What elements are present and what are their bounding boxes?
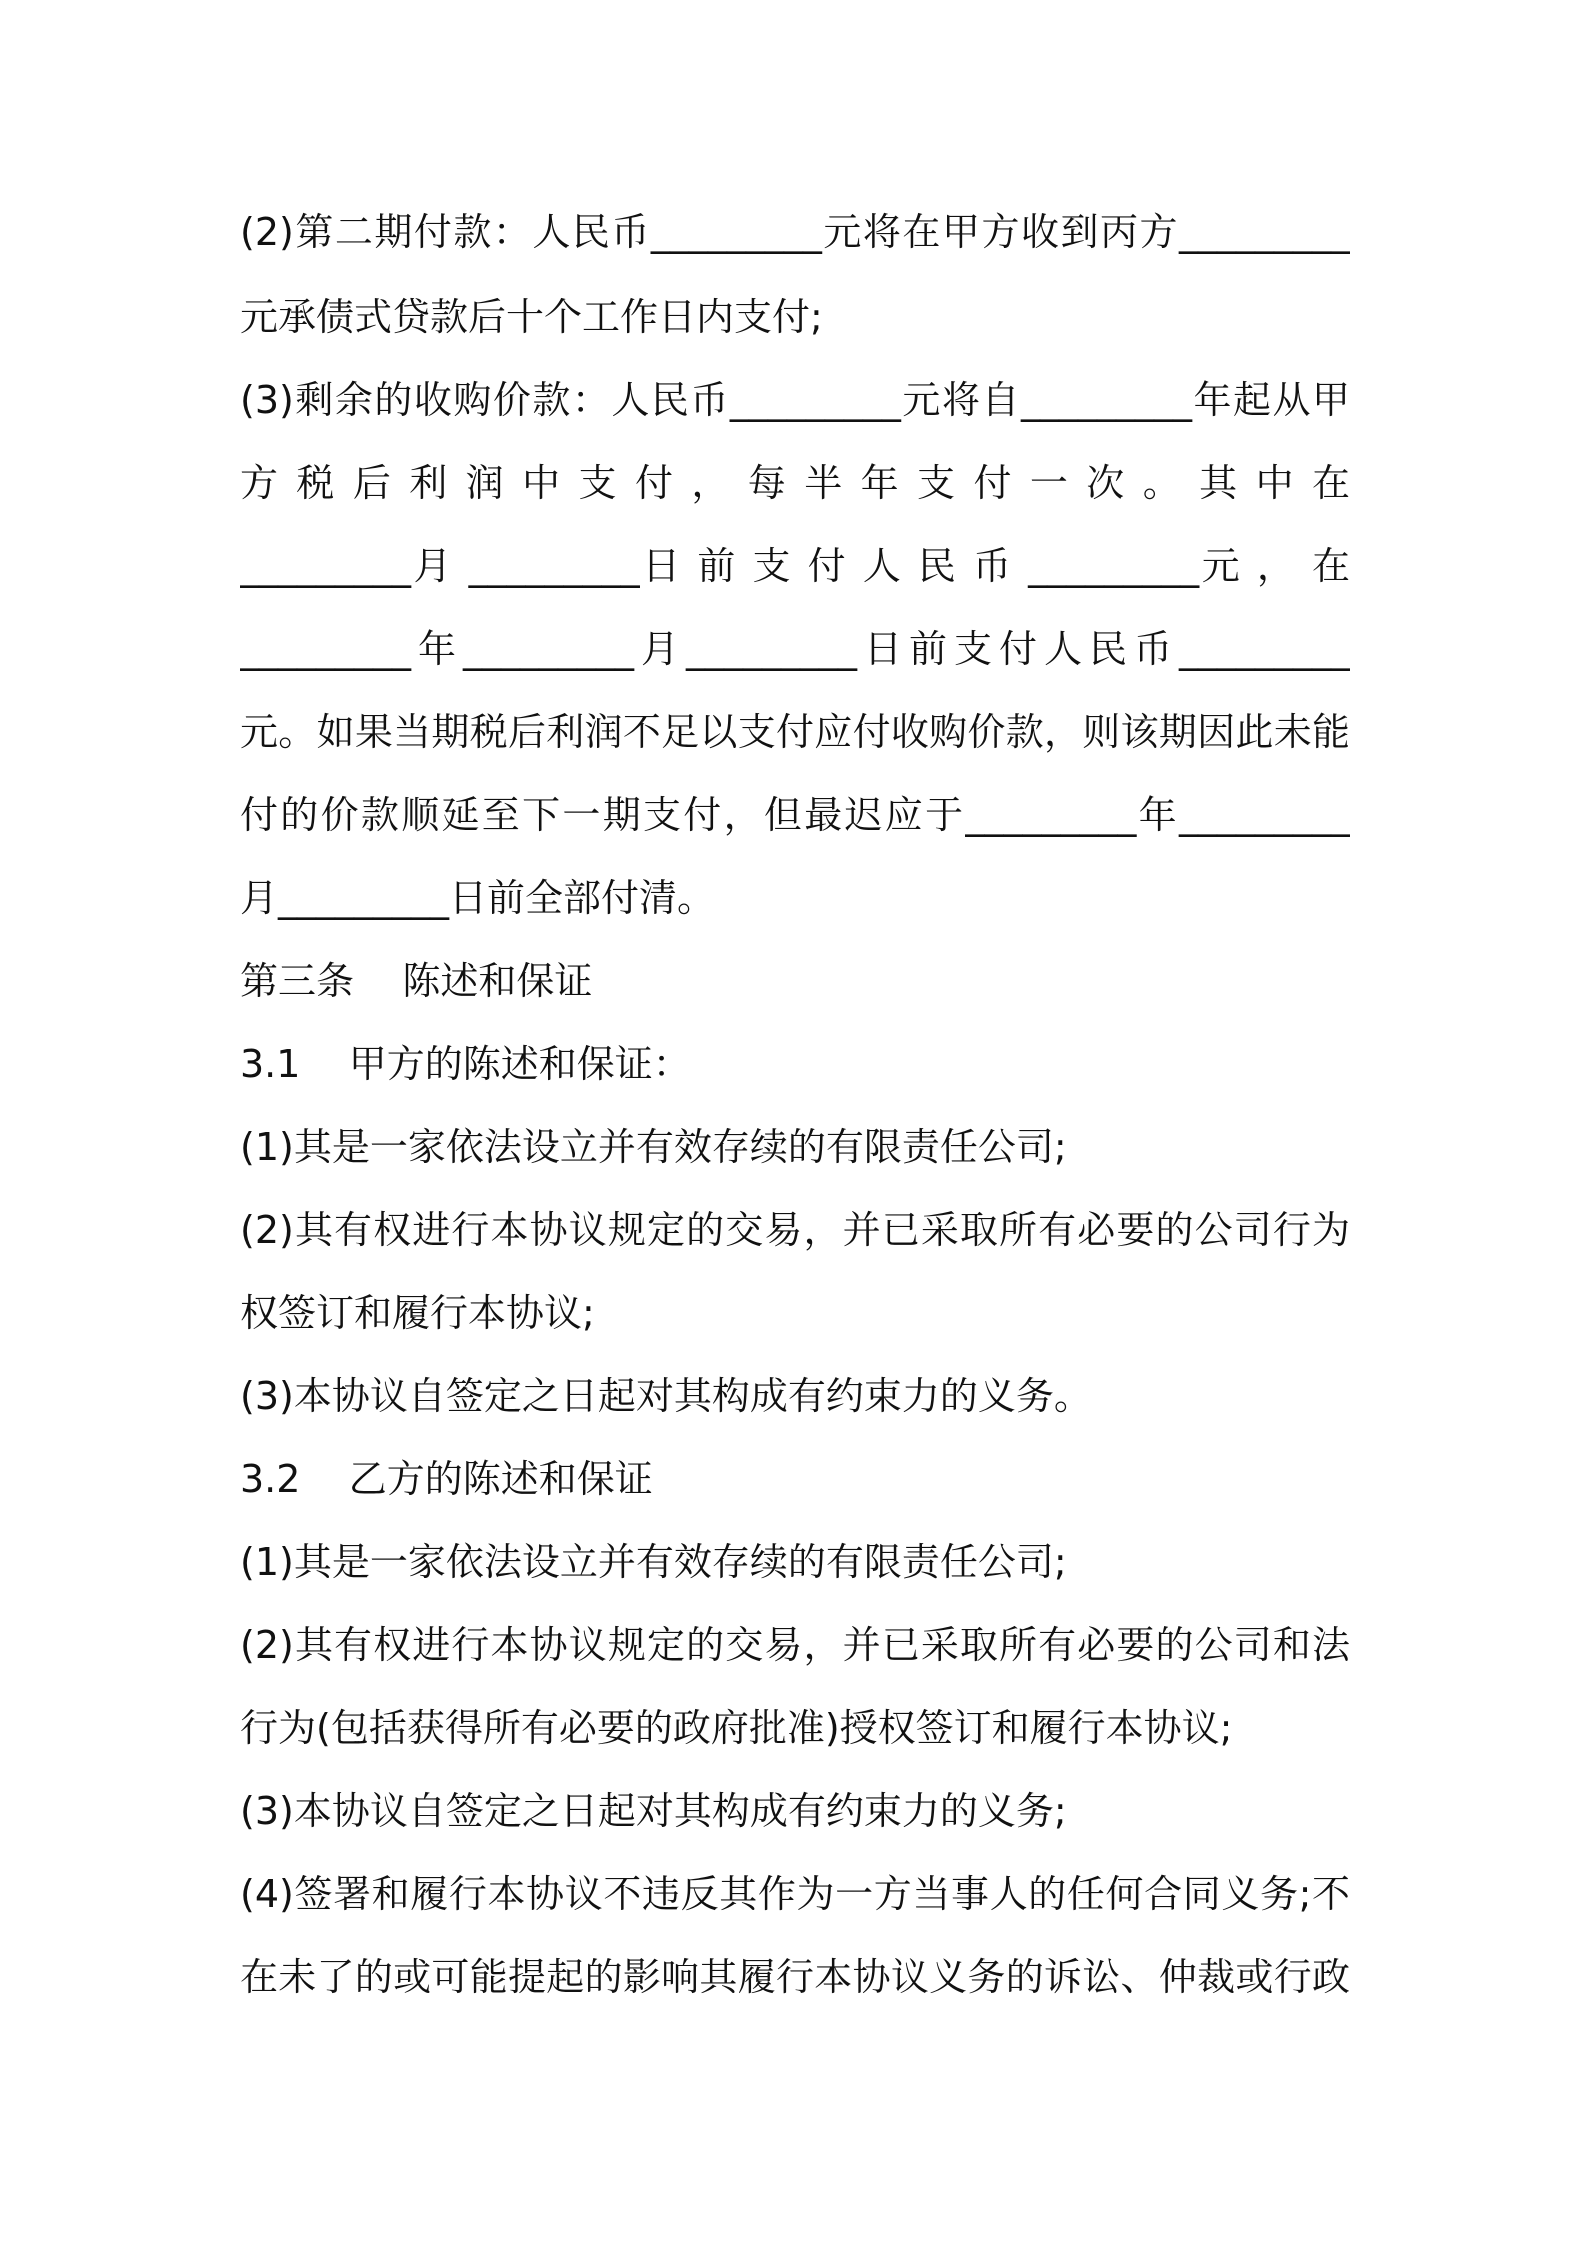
text-line: (2)其有权进行本协议规定的交易，并已采取所有必要的公司行为 xyxy=(240,1208,1350,1252)
text-line: (1)其是一家依法设立并有效存续的有限责任公司; xyxy=(240,1125,1067,1169)
section-heading: 第三条 陈述和保证 xyxy=(240,959,593,1003)
subsection-heading: 3.1 甲方的陈述和保证： xyxy=(240,1042,691,1086)
text-line: 月_________日前全部付清。 xyxy=(240,876,716,920)
text-line: 方 税 后 利 润 中 支 付 ， 每 半 年 支 付 一 次 。 其 中 在 xyxy=(240,461,1350,505)
text-line: 元。如果当期税后利润不足以支付应付收购价款，则该期因此未能 xyxy=(240,710,1350,754)
text-line: 行为(包括获得所有必要的政府批准)授权签订和履行本协议; xyxy=(240,1706,1233,1750)
text-line: (1)其是一家依法设立并有效存续的有限责任公司; xyxy=(240,1540,1067,1584)
text-line: (2)其有权进行本协议规定的交易，并已采取所有必要的公司和法 xyxy=(240,1623,1350,1667)
text-line: _________月 _________日 前 支 付 人 民 币 _________元 ， 在 xyxy=(240,544,1350,588)
subsection-heading: 3.2 乙方的陈述和保证 xyxy=(240,1457,653,1501)
text-line: 权签订和履行本协议; xyxy=(240,1291,595,1335)
text-line: 在未了的或可能提起的影响其履行本协议义务的诉讼、仲裁或行政 xyxy=(240,1955,1350,1999)
text-line: (3)剩余的收购价款：人民币_________元将自_________年起从甲 xyxy=(240,378,1350,422)
text-line: 付的价款顺延至下一期支付，但最迟应于_________年_________ xyxy=(240,793,1350,837)
text-line: _________年_________月_________日前支付人民币_________ xyxy=(240,627,1350,671)
text-line: (2)第二期付款：人民币_________元将在甲方收到丙方_________ xyxy=(240,210,1350,254)
text-line: (4)签署和履行本协议不违反其作为一方当事人的任何合同义务;不 xyxy=(240,1872,1350,1916)
text-line: 元承债式贷款后十个工作日内支付; xyxy=(240,295,823,339)
text-line: (3)本协议自签定之日起对其构成有约束力的义务。 xyxy=(240,1374,1092,1418)
text-line: (3)本协议自签定之日起对其构成有约束力的义务; xyxy=(240,1789,1067,1833)
